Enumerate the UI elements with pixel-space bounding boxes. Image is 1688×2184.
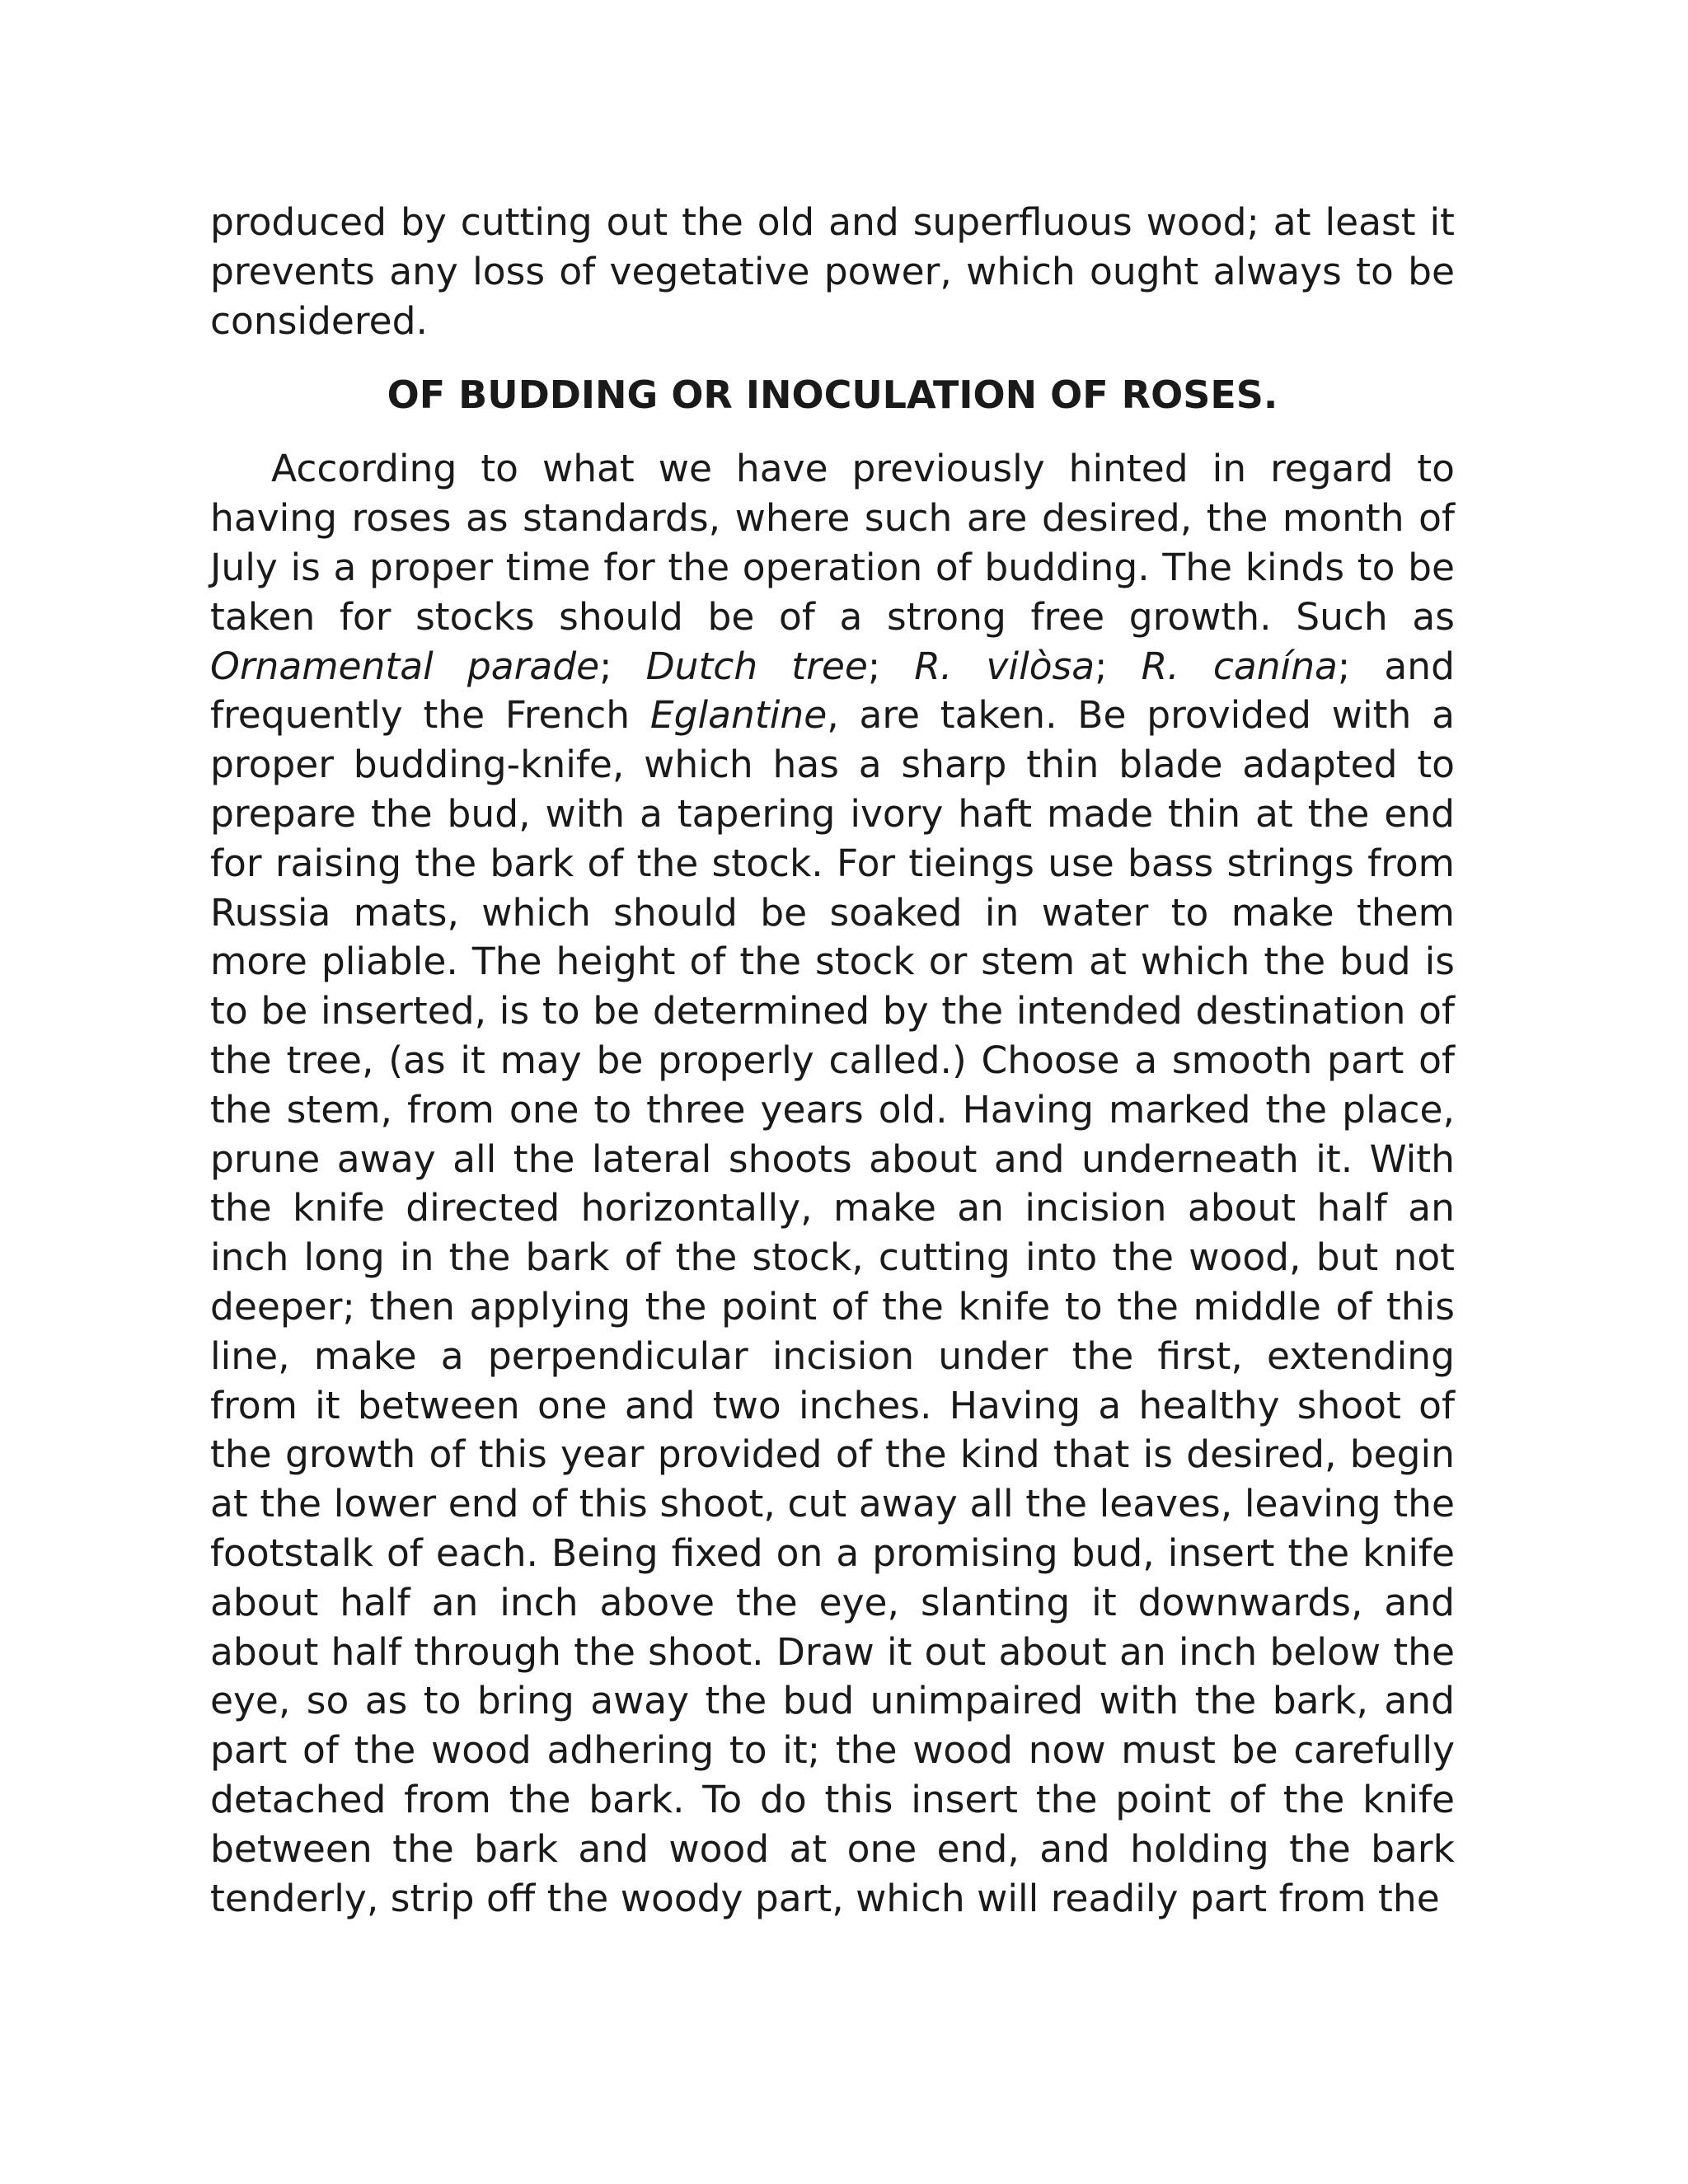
section-heading: OF BUDDING OR INOCULATION OF ROSES. [387,373,1278,418]
species-name: R. vilòsa [914,644,1095,688]
variety-name: Ornamental parade [210,644,600,688]
separator: ; [867,644,915,688]
body-text: , are taken. Be provided with a proper budding-knife, which has a sharp thin blade adapted to prepare the bud, with a tapering ivory haft made thin at the end for raising the bark of the stock. For tieings use bass strings from Russia mats, which should be soaked in water to make them more pliable. The height of the stock or stem at which the bud is to be inserted, is to be determined by the intended destination of the tree, (as it may be properly called.) Choose a smooth part of the stem, from one to three years old. Having marked the place, prune away all the lateral shoots about and underneath it. With the knife directed horizontally, make an incision about half an inch long in the bark of the stock, cutting into the wood, but not deeper; then applying the point of the knife to the middle of this line, make a perpendicular incision under the first, extending from it between one and two inches. Having a healthy shoot of the growth of this year provided of the kind that is desired, begin at the lower end of this shoot, cut away all the leaves, leaving the footstalk of each. Being fixed on a promising bud, insert the knife about half an inch above the eye, slanting it downwards, and about half through the shoot. Draw it out about an inch below the eye, so as to bring away the bud unimpaired with the bark, and part of the wood adhering to it; the wood now must be carefully detached from the bark. To do this insert the point of the knife between the bark and wood at one end, and holding the bark tenderly, strip off the woody part, which will readily part from the [210,693,1455,1920]
separator: ; [599,644,646,688]
variety-name: Dutch tree [645,644,868,688]
paragraph-continued: produced by cutting out the old and superfluous wood; at least it prevents any loss of vegetative power, which ought always to be considered. [210,200,1455,343]
species-name: R. canína [1141,644,1338,688]
separator: ; [1095,644,1142,688]
body-text: ; and frequently the French [210,644,1455,738]
variety-name: Eglantine [649,693,828,738]
paragraph-budding [210,444,1455,1923]
page-content [210,198,1455,1923]
body-text: According to what we have previously hinted in regard to having roses as standards, where such are desired, the month of July is a proper time for the operation of budding. The kinds to be taken for stocks should be of a strong free growth. Such as [210,447,1455,639]
